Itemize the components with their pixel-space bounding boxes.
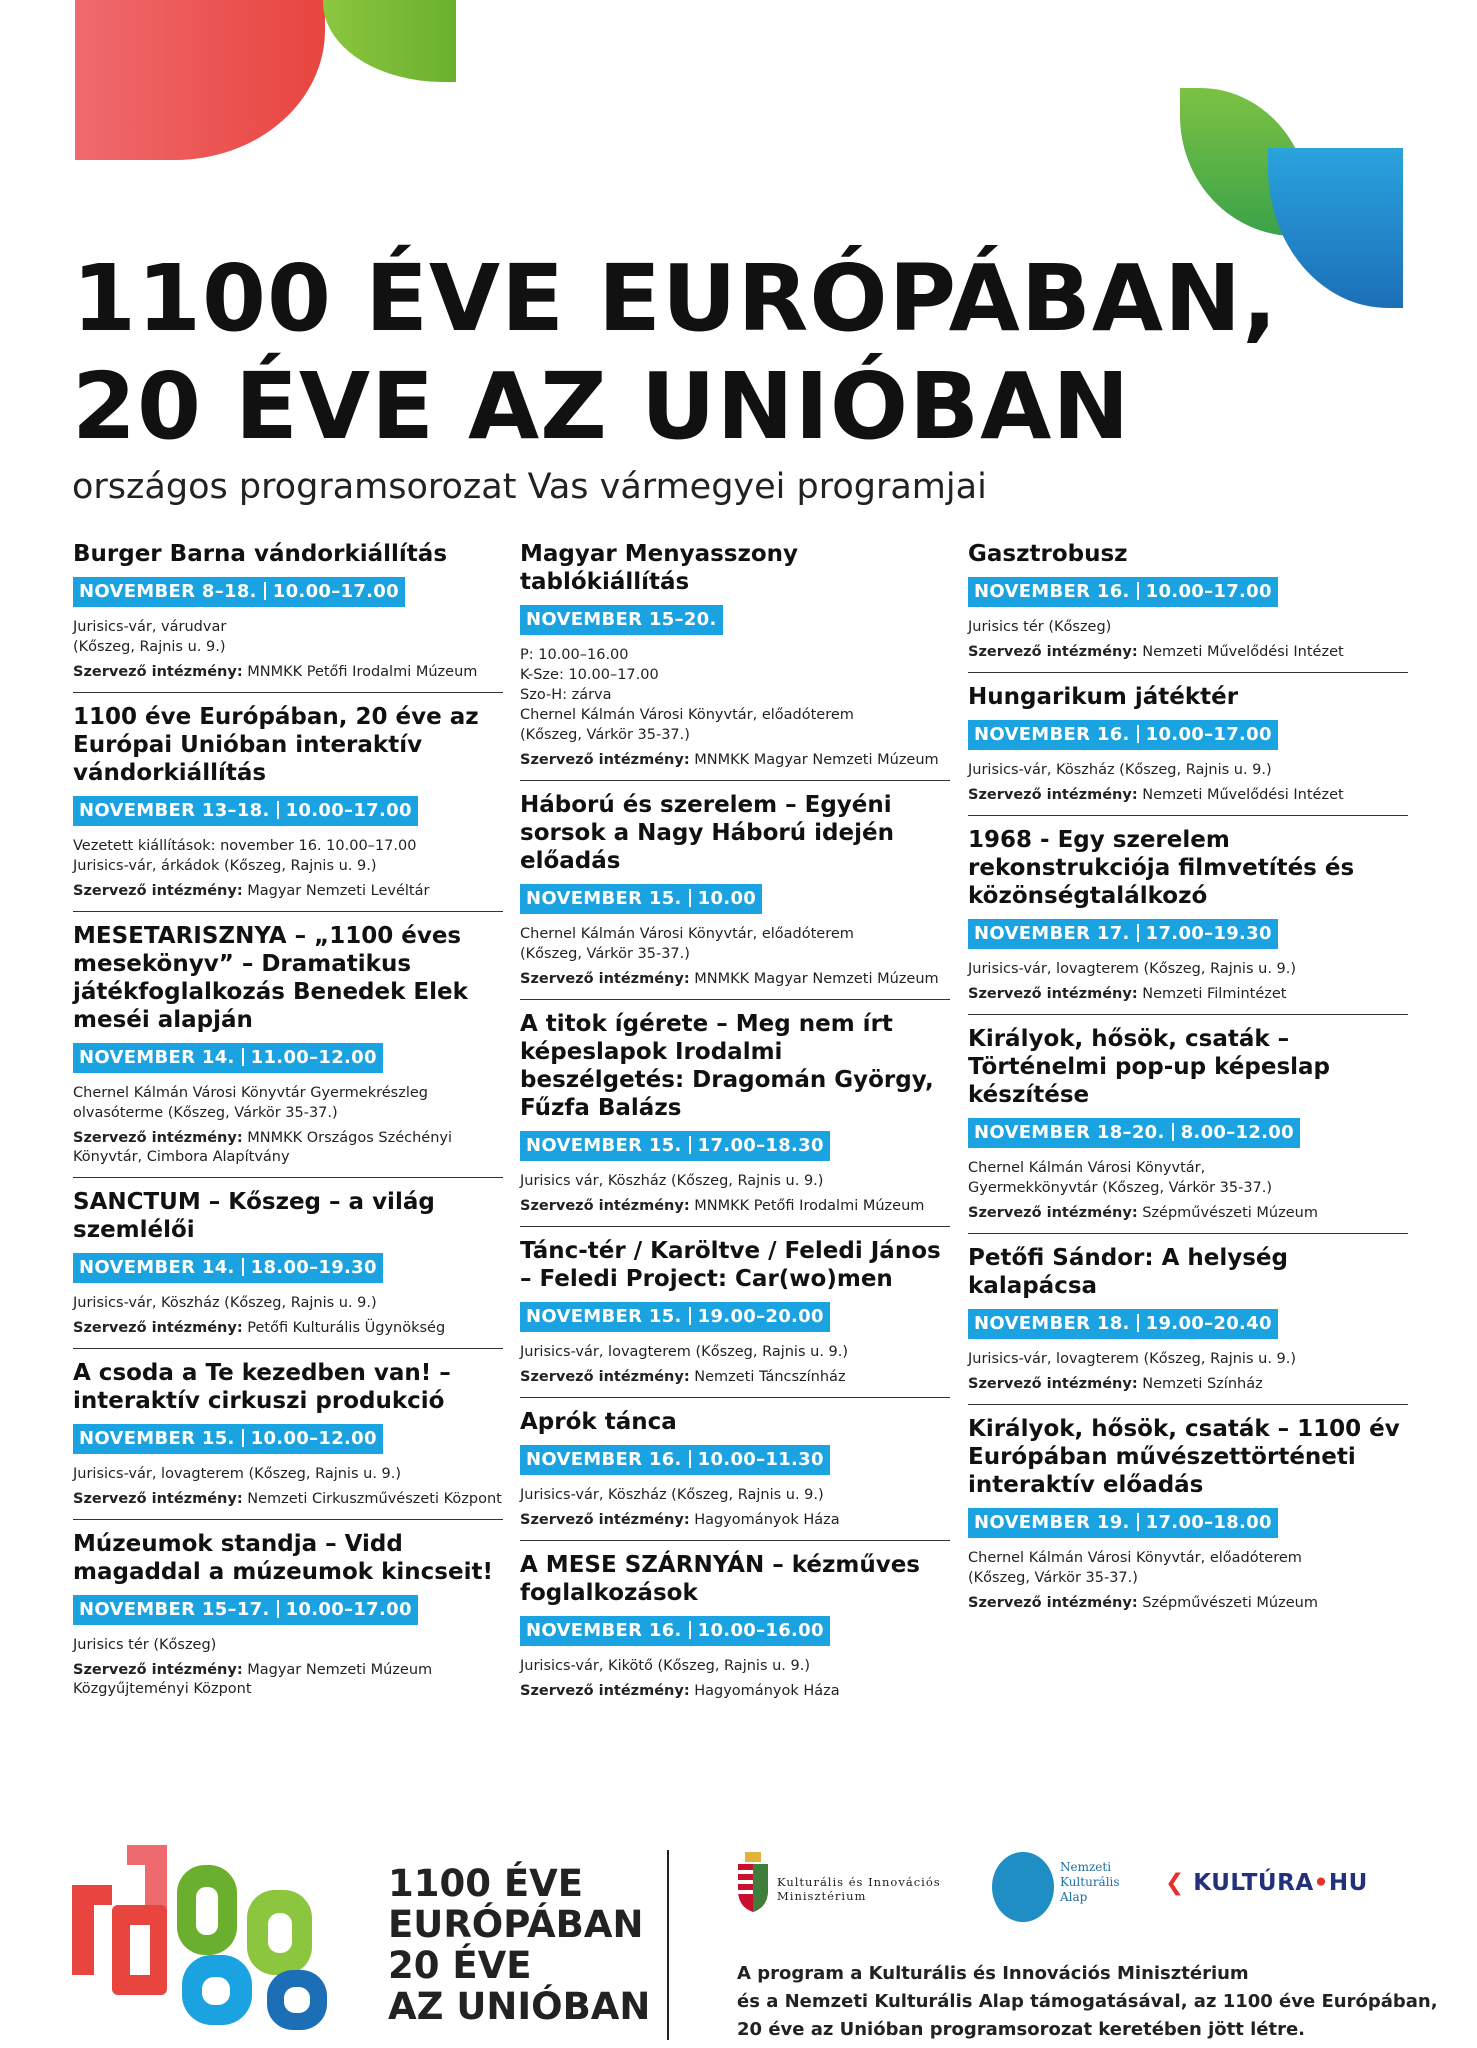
date-separator — [1137, 725, 1139, 743]
title-line-1: 1100 ÉVE EURÓPÁBAN, — [72, 245, 1279, 352]
program-organizer — [73, 882, 503, 901]
program-item — [968, 683, 1408, 816]
program-column-2 — [520, 540, 950, 1721]
organizer-name: Nemzeti Művelődési Intézet — [1142, 644, 1344, 660]
program-time: 10.00 — [697, 888, 757, 909]
program-date: NOVEMBER 15. — [526, 888, 682, 909]
program-organizer — [968, 985, 1408, 1004]
program-time: 18.00–19.30 — [250, 1257, 377, 1278]
program-organizer — [73, 1129, 503, 1167]
program-date-badge — [520, 1445, 830, 1475]
decorative-green-shape — [323, 0, 456, 82]
program-item — [968, 1415, 1408, 1623]
organizer-name: Nemzeti Művelődési Intézet — [1142, 787, 1344, 803]
program-title: Múzeumok standja – Vidd magaddal a múzeumok kincseit! — [73, 1531, 493, 1585]
ministry-name-line: Minisztérium — [777, 1889, 867, 1903]
program-title: Hungarikum játéktér — [968, 684, 1239, 710]
program-date: NOVEMBER 15–20. — [526, 609, 717, 630]
program-date-badge — [968, 720, 1278, 750]
program-title: Burger Barna vándorkiállítás — [73, 541, 448, 567]
program-detail-line: (Kőszeg, Várkör 35-37.) — [968, 1570, 1138, 1586]
anniversary-logo — [72, 1845, 362, 2030]
program-item — [968, 1244, 1408, 1405]
program-date-badge — [968, 1508, 1278, 1538]
organizer-label: Szervező intézmény: — [520, 971, 690, 987]
organizer-name: Szépművészeti Múzeum — [1142, 1205, 1318, 1221]
nka-name-line: Alap — [1060, 1890, 1088, 1904]
organizer-label: Szervező intézmény: — [73, 1320, 243, 1336]
program-title: Gasztrobusz — [968, 541, 1128, 567]
logo-block — [196, 1887, 218, 1935]
program-detail-line: (Kőszeg, Rajnis u. 9.) — [73, 639, 226, 655]
funding-note — [737, 1960, 1438, 2044]
organizer-label: Szervező intézmény: — [968, 787, 1138, 803]
logo-block — [202, 1977, 230, 2005]
program-date-badge — [520, 605, 723, 635]
program-date-badge — [968, 919, 1278, 949]
program-date-badge — [968, 1118, 1300, 1148]
program-date-badge — [73, 1043, 383, 1073]
program-date: NOVEMBER 14. — [79, 1047, 235, 1068]
program-detail-line: Jurisics-vár, lovagterem (Kőszeg, Rajnis u. 9.) — [968, 1351, 1297, 1367]
date-separator — [689, 889, 691, 907]
program-organizer — [968, 1375, 1408, 1394]
program-item — [73, 1188, 503, 1349]
anniversary-logo-text — [388, 1863, 650, 2027]
program-date-badge — [968, 1309, 1278, 1339]
program-item — [73, 1530, 503, 1709]
program-time: 19.00–20.40 — [1145, 1313, 1272, 1334]
program-column-3 — [968, 540, 1408, 1633]
program-time: 10.00–17.00 — [1145, 581, 1272, 602]
program-date-badge — [73, 577, 405, 607]
decorative-blue-leaf — [1268, 148, 1403, 308]
program-time: 10.00–17.00 — [285, 800, 412, 821]
program-organizer — [520, 1511, 950, 1530]
organizer-name: Petőfi Kulturális Ügynökség — [247, 1320, 446, 1336]
organizer-name: Nemzeti Színház — [1142, 1376, 1263, 1392]
logo-text-line: 1100 ÉVE — [388, 1862, 584, 1905]
program-date-badge — [73, 1595, 418, 1625]
program-detail-line: Chernel Kálmán Városi Könyvtár Gyermekrészleg — [73, 1085, 428, 1101]
organizer-name: Hagyományok Háza — [694, 1683, 840, 1699]
program-time: 10.00–17.00 — [272, 581, 399, 602]
date-separator — [1137, 1314, 1139, 1332]
date-separator — [689, 1450, 691, 1468]
program-title: Petőfi Sándor: A helység kalapácsa — [968, 1245, 1288, 1299]
program-detail-line: (Kőszeg, Várkör 35-37.) — [520, 946, 690, 962]
shield-shape — [753, 1864, 768, 1912]
program-item — [968, 540, 1408, 673]
decorative-red-shape — [75, 0, 325, 160]
program-detail-line: Chernel Kálmán Városi Könyvtár, előadóterem — [968, 1550, 1302, 1566]
k-mark-icon: ❮ — [1165, 1870, 1185, 1896]
program-date: NOVEMBER 18–20. — [974, 1122, 1165, 1143]
program-item — [73, 922, 503, 1178]
organizer-name: MNMKK Magyar Nemzeti Múzeum — [694, 752, 939, 768]
shield-stripe — [738, 1890, 753, 1894]
organizer-label: Szervező intézmény: — [520, 1683, 690, 1699]
program-date-badge — [520, 1302, 830, 1332]
program-date: NOVEMBER 15. — [79, 1428, 235, 1449]
program-date: NOVEMBER 13–18. — [79, 800, 270, 821]
organizer-label: Szervező intézmény: — [520, 1369, 690, 1385]
organizer-name: Nemzeti Táncszínház — [694, 1369, 846, 1385]
program-detail-line: Chernel Kálmán Városi Könyvtár, — [968, 1160, 1206, 1176]
program-item — [968, 1025, 1408, 1234]
program-item — [520, 540, 950, 781]
program-organizer — [968, 1594, 1408, 1613]
program-title: Királyok, hősök, csaták – 1100 év Európában művészettörténeti interaktív előadás — [968, 1416, 1400, 1498]
program-item — [968, 826, 1408, 1015]
program-date: NOVEMBER 19. — [974, 1512, 1130, 1533]
program-organizer — [520, 970, 950, 989]
kultura-logo-dot: • — [1313, 1870, 1329, 1896]
program-time: 10.00–17.00 — [1145, 724, 1272, 745]
program-time: 17.00–18.30 — [697, 1135, 824, 1156]
program-detail-line: Jurisics-vár, lovagterem (Kőszeg, Rajnis u. 9.) — [73, 1466, 402, 1482]
date-separator — [689, 1307, 691, 1325]
program-date-badge — [968, 577, 1278, 607]
program-date-badge — [73, 796, 418, 826]
date-separator — [242, 1048, 244, 1066]
ministry-name — [777, 1875, 941, 1903]
program-item — [73, 540, 503, 693]
program-item — [73, 1359, 503, 1520]
organizer-name: Hagyományok Háza — [694, 1512, 840, 1528]
organizer-label: Szervező intézmény: — [968, 1376, 1138, 1392]
logo-block — [268, 1913, 292, 1953]
organizer-label: Szervező intézmény: — [520, 1512, 690, 1528]
program-detail-line: Jurisics-vár, lovagterem (Kőszeg, Rajnis u. 9.) — [968, 961, 1297, 977]
program-time: 19.00–20.00 — [697, 1306, 824, 1327]
program-title: Királyok, hősök, csaták – Történelmi pop-up képeslap készítése — [968, 1026, 1331, 1108]
program-organizer — [73, 1490, 503, 1509]
program-detail-line: P: 10.00–16.00 — [520, 647, 629, 663]
program-detail-line: Jurisics tér (Kőszeg) — [968, 619, 1112, 635]
program-title: 1968 - Egy szerelem rekonstrukciója filmvetítés és közönségtalálkozó — [968, 827, 1355, 909]
program-organizer — [73, 1319, 503, 1338]
program-date-badge — [520, 884, 762, 914]
program-organizer — [520, 1197, 950, 1216]
nka-logo-icon — [992, 1852, 1054, 1922]
program-title: A titok ígérete – Meg nem írt képeslapok Irodalmi beszélgetés: Dragomán György, Fűzfa Balázs — [520, 1011, 934, 1121]
program-date: NOVEMBER 16. — [974, 724, 1130, 745]
program-time: 10.00–11.30 — [697, 1449, 824, 1470]
date-separator — [242, 1429, 244, 1447]
date-separator — [277, 1600, 279, 1618]
program-organizer — [73, 1661, 503, 1699]
shield-stripe — [738, 1870, 753, 1874]
organizer-label: Szervező intézmény: — [520, 752, 690, 768]
program-date: NOVEMBER 15. — [526, 1306, 682, 1327]
program-detail-line: Jurisics-vár, Köszház (Kőszeg, Rajnis u. 9.) — [520, 1487, 824, 1503]
organizer-name: MNMKK Petőfi Irodalmi Múzeum — [247, 664, 478, 680]
program-date: NOVEMBER 16. — [526, 1449, 682, 1470]
logo-block — [72, 1885, 112, 1905]
program-item — [520, 791, 950, 1000]
program-organizer — [968, 786, 1408, 805]
program-date: NOVEMBER 8–18. — [79, 581, 257, 602]
program-item — [520, 1408, 950, 1541]
organizer-label: Szervező intézmény: — [73, 1491, 243, 1507]
program-date: NOVEMBER 15. — [526, 1135, 682, 1156]
nka-name — [1060, 1860, 1120, 1905]
organizer-name: MNMKK Petőfi Irodalmi Múzeum — [694, 1198, 925, 1214]
program-date: NOVEMBER 17. — [974, 923, 1130, 944]
title-line-2: 20 ÉVE AZ UNIÓBAN — [72, 353, 1131, 460]
logo-text-line: AZ UNIÓBAN — [388, 1985, 651, 2028]
organizer-label: Szervező intézmény: — [968, 644, 1138, 660]
program-time: 11.00–12.00 — [250, 1047, 377, 1068]
program-time: 10.00–17.00 — [285, 1599, 412, 1620]
program-date-badge — [520, 1131, 830, 1161]
program-detail-line: Jurisics-vár, Köszház (Kőszeg, Rajnis u. 9.) — [73, 1295, 377, 1311]
program-time: 17.00–18.00 — [1145, 1512, 1272, 1533]
program-date: NOVEMBER 16. — [974, 581, 1130, 602]
program-detail-line: Chernel Kálmán Városi Könyvtár, előadóterem — [520, 926, 854, 942]
program-organizer — [73, 663, 503, 682]
program-date: NOVEMBER 15–17. — [79, 1599, 270, 1620]
program-detail-line: Gyermekkönyvtár (Kőszeg, Várkör 35-37.) — [968, 1180, 1273, 1196]
organizer-label: Szervező intézmény: — [968, 1205, 1138, 1221]
organizer-label: Szervező intézmény: — [73, 883, 243, 899]
coat-of-arms-icon — [736, 1852, 770, 1912]
program-title: Magyar Menyasszony tablókiállítás — [520, 541, 799, 595]
program-date: NOVEMBER 14. — [79, 1257, 235, 1278]
logo-block — [284, 1987, 310, 2013]
program-detail-line: olvasóterme (Kőszeg, Várkör 35-37.) — [73, 1105, 338, 1121]
organizer-name: Szépművészeti Múzeum — [1142, 1595, 1318, 1611]
program-date-badge — [73, 1424, 383, 1454]
program-item — [520, 1010, 950, 1227]
funding-note-line: 20 éve az Unióban programsorozat keretében jött létre. — [737, 2019, 1305, 2040]
program-organizer — [968, 1204, 1408, 1223]
funding-note-line: és a Nemzeti Kulturális Alap támogatásával, az 1100 éve Európában, — [737, 1991, 1438, 2012]
program-date: NOVEMBER 16. — [526, 1620, 682, 1641]
organizer-name: Nemzeti Cirkuszművészeti Központ — [247, 1491, 502, 1507]
page-title — [72, 245, 1278, 461]
program-detail-line: Jurisics-vár, várudvar — [73, 619, 227, 635]
program-item — [520, 1551, 950, 1711]
program-organizer — [520, 751, 950, 770]
program-date-badge — [520, 1616, 830, 1646]
program-title: 1100 éve Európában, 20 éve az Európai Unióban interaktív vándorkiállítás — [73, 704, 479, 786]
program-organizer — [968, 643, 1408, 662]
program-title: A csoda a Te kezedben van! – interaktív cirkuszi produkció — [73, 1360, 451, 1414]
organizer-name: Magyar Nemzeti Múzeum Közgyűjteményi Központ — [73, 1662, 433, 1697]
program-item — [520, 1237, 950, 1398]
logo-block — [130, 1925, 150, 1975]
program-time: 10.00–16.00 — [697, 1620, 824, 1641]
program-title: Háború és szerelem – Egyéni sorsok a Nagy Háború idején előadás — [520, 792, 894, 874]
date-separator — [242, 1258, 244, 1276]
organizer-name: Magyar Nemzeti Levéltár — [247, 883, 430, 899]
program-column-1 — [73, 540, 503, 1719]
kultura-logo-text: KULTÚRA — [1193, 1870, 1314, 1896]
organizer-label: Szervező intézmény: — [73, 1662, 243, 1678]
program-title: SANCTUM – Kőszeg – a világ szemlélői — [73, 1189, 435, 1243]
program-detail-line: K-Sze: 10.00–17.00 — [520, 667, 659, 683]
page-subtitle: országos programsorozat Vas vármegyei programjai — [72, 467, 987, 507]
program-detail-line: Vezetett kiállítások: november 16. 10.00–17.00 — [73, 838, 417, 854]
ministry-name-line: Kulturális és Innovációs — [777, 1875, 941, 1889]
program-time: 8.00–12.00 — [1180, 1122, 1294, 1143]
program-organizer — [520, 1368, 950, 1387]
date-separator — [1172, 1123, 1174, 1141]
logo-text-line: EURÓPÁBAN — [388, 1903, 644, 1946]
footer-divider — [667, 1850, 669, 2040]
crown-shape — [745, 1852, 761, 1862]
date-separator — [1137, 924, 1139, 942]
organizer-label: Szervező intézmény: — [968, 986, 1138, 1002]
shield-stripe — [738, 1880, 753, 1884]
kultura-hu-logo — [1165, 1870, 1368, 1896]
organizer-label: Szervező intézmény: — [968, 1595, 1138, 1611]
program-detail-line: Jurisics vár, Köszház (Kőszeg, Rajnis u. 9.) — [520, 1173, 824, 1189]
program-organizer — [520, 1682, 950, 1701]
date-separator — [689, 1136, 691, 1154]
date-separator — [277, 801, 279, 819]
nka-name-line: Nemzeti — [1060, 1860, 1112, 1874]
organizer-label: Szervező intézmény: — [73, 1130, 243, 1146]
program-title: A MESE SZÁRNYÁN – kézműves foglalkozások — [520, 1552, 920, 1606]
program-detail-line: Jurisics tér (Kőszeg) — [73, 1637, 217, 1653]
program-detail-line: Chernel Kálmán Városi Könyvtár, előadóterem — [520, 707, 854, 723]
program-item — [73, 703, 503, 912]
program-time: 10.00–12.00 — [250, 1428, 377, 1449]
program-title: Tánc-tér / Karöltve / Feledi János – Feledi Project: Car(wo)men — [520, 1238, 941, 1292]
program-detail-line: (Kőszeg, Várkör 35-37.) — [520, 727, 690, 743]
program-title: Aprók tánca — [520, 1409, 677, 1435]
logo-text-line: 20 ÉVE — [388, 1944, 532, 1987]
organizer-label: Szervező intézmény: — [73, 664, 243, 680]
program-detail-line: Jurisics-vár, árkádok (Kőszeg, Rajnis u. 9.) — [73, 858, 377, 874]
date-separator — [264, 582, 266, 600]
program-detail-line: Jurisics-vár, lovagterem (Kőszeg, Rajnis u. 9.) — [520, 1344, 849, 1360]
date-separator — [1137, 1513, 1139, 1531]
organizer-name: Nemzeti Filmintézet — [1142, 986, 1287, 1002]
program-title: MESETARISZNYA – „1100 éves mesekönyv” – Dramatikus játékfoglalkozás Benedek Elek meséi alapján — [73, 923, 468, 1033]
kultura-logo-tld: HU — [1328, 1870, 1368, 1896]
date-separator — [689, 1621, 691, 1639]
organizer-name: MNMKK Magyar Nemzeti Múzeum — [694, 971, 939, 987]
program-date-badge — [73, 1253, 383, 1283]
funding-note-line: A program a Kulturális és Innovációs Minisztérium — [737, 1963, 1249, 1984]
organizer-name: MNMKK Országos Széchényi Könyvtár, Cimbora Alapítvány — [73, 1130, 453, 1165]
program-detail-line: Jurisics-vár, Kikötő (Kőszeg, Rajnis u. 9.) — [520, 1658, 811, 1674]
organizer-label: Szervező intézmény: — [520, 1198, 690, 1214]
program-detail-line: Szo-H: zárva — [520, 687, 612, 703]
program-detail-line: Jurisics-vár, Köszház (Kőszeg, Rajnis u. 9.) — [968, 762, 1272, 778]
program-time: 17.00–19.30 — [1145, 923, 1272, 944]
program-date: NOVEMBER 18. — [974, 1313, 1130, 1334]
date-separator — [1137, 582, 1139, 600]
nka-name-line: Kulturális — [1060, 1875, 1120, 1889]
